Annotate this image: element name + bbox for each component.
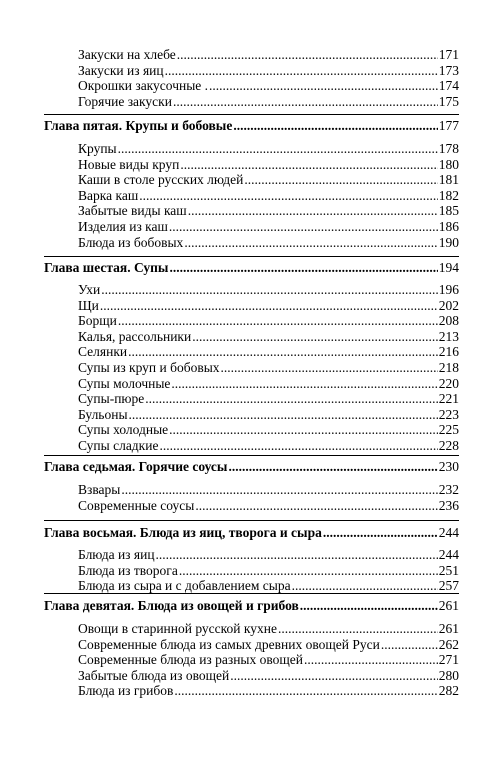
toc-entry-page-number: 282 bbox=[438, 683, 459, 699]
dot-leader bbox=[156, 547, 438, 563]
chapter-heading-title: Глава пятая. Крупы и бобовые bbox=[44, 118, 233, 133]
toc-entry-title: Взвары bbox=[78, 482, 121, 497]
dot-leader bbox=[300, 598, 438, 614]
toc-entry-page-number: 261 bbox=[438, 621, 459, 636]
toc-entry bbox=[78, 621, 459, 637]
dot-leader bbox=[179, 563, 438, 579]
toc-entry bbox=[78, 219, 459, 235]
dot-leader bbox=[121, 482, 437, 498]
toc-entry-page-number: 236 bbox=[438, 497, 459, 513]
toc-entry bbox=[78, 578, 459, 594]
chapter-heading-title: Глава восьмая. Блюда из яиц, творога и сыра bbox=[44, 525, 322, 540]
toc-entry-title: Супы-пюре bbox=[78, 391, 145, 407]
toc-entry-title: Варка каш bbox=[78, 187, 139, 203]
toc-entry bbox=[78, 668, 459, 684]
toc-entry-page-number: 220 bbox=[438, 375, 459, 391]
toc-entry bbox=[78, 329, 459, 345]
chapter-heading-page-number: 230 bbox=[438, 459, 459, 474]
toc-entry-page-number: 202 bbox=[438, 297, 459, 313]
dot-leader bbox=[129, 407, 438, 423]
dot-leader bbox=[169, 422, 438, 438]
toc-entry-page-number: 218 bbox=[438, 360, 459, 375]
toc-entry-title: Супы молочные bbox=[78, 375, 171, 391]
toc-entry-page-number: 208 bbox=[438, 313, 459, 329]
section-divider bbox=[44, 455, 459, 456]
section-divider bbox=[44, 114, 459, 115]
dot-leader bbox=[323, 525, 438, 541]
dot-leader bbox=[169, 219, 438, 235]
section-divider bbox=[44, 520, 459, 521]
toc-entry bbox=[78, 683, 459, 699]
dot-leader bbox=[180, 157, 437, 173]
toc-entry-title: Каши в столе русских людей bbox=[78, 172, 244, 188]
toc-entry-page-number: 196 bbox=[438, 282, 459, 297]
toc-entry-title: Забытые виды каш bbox=[78, 203, 187, 219]
dot-leader bbox=[101, 282, 438, 298]
toc-entry-page-number: 251 bbox=[438, 562, 459, 578]
dot-leader bbox=[139, 188, 438, 204]
toc-entry bbox=[78, 63, 459, 79]
chapter-heading bbox=[44, 459, 459, 475]
dot-leader bbox=[173, 94, 438, 110]
toc-entry bbox=[78, 637, 459, 653]
toc-entry bbox=[78, 391, 459, 407]
toc-entry-page-number: 180 bbox=[438, 156, 459, 172]
chapter-heading bbox=[44, 260, 459, 276]
toc-entry-page-number: 185 bbox=[438, 203, 459, 219]
dot-leader bbox=[244, 172, 437, 188]
chapter-heading bbox=[44, 598, 459, 614]
dot-leader bbox=[278, 621, 438, 637]
dot-leader bbox=[230, 668, 437, 684]
chapter-heading bbox=[44, 525, 459, 541]
dot-leader bbox=[292, 578, 438, 594]
toc-entry-title: Современные блюда из разных овощей bbox=[78, 652, 304, 668]
toc-entry bbox=[78, 188, 459, 204]
toc-entry bbox=[78, 203, 459, 219]
toc-entry-title: Новые виды круп bbox=[78, 156, 180, 172]
section-divider bbox=[44, 256, 459, 257]
toc-entry-page-number: 173 bbox=[438, 62, 459, 78]
toc-entry-page-number: 216 bbox=[438, 344, 459, 360]
dot-leader bbox=[165, 63, 438, 79]
toc-entry-page-number: 181 bbox=[438, 172, 459, 188]
toc-entry bbox=[78, 141, 459, 157]
toc-entry-page-number: 178 bbox=[438, 141, 459, 156]
toc-entry-title: Селянки bbox=[78, 344, 128, 360]
dot-leader bbox=[184, 235, 437, 251]
toc-entry-title: Блюда из бобовых bbox=[78, 234, 184, 250]
chapter-heading bbox=[44, 118, 459, 134]
toc-entry bbox=[78, 313, 459, 329]
dot-leader bbox=[169, 260, 437, 276]
toc-entry-page-number: 171 bbox=[438, 47, 459, 62]
dot-leader bbox=[188, 203, 438, 219]
toc-entry-page-number: 186 bbox=[438, 219, 459, 234]
toc-entry bbox=[78, 547, 459, 563]
toc-entry bbox=[78, 360, 459, 376]
toc-entry bbox=[78, 482, 459, 498]
dot-leader bbox=[118, 313, 438, 329]
toc-entry-page-number: 228 bbox=[438, 438, 459, 453]
toc-entry bbox=[78, 298, 459, 314]
dot-leader bbox=[177, 47, 438, 63]
toc-entry bbox=[78, 157, 459, 173]
toc-entry bbox=[78, 407, 459, 423]
dot-leader bbox=[195, 498, 437, 514]
toc-entry bbox=[78, 376, 459, 392]
toc-entry-page-number: 257 bbox=[438, 578, 459, 594]
toc-entry-page-number: 223 bbox=[438, 406, 459, 422]
chapter-heading-page-number: 261 bbox=[438, 598, 459, 613]
toc-entry-title: Забытые блюда из овощей bbox=[78, 667, 230, 683]
chapter-heading-page-number: 244 bbox=[438, 525, 459, 540]
toc-entry bbox=[78, 94, 459, 110]
toc-entry-title: Супы холодные bbox=[78, 422, 169, 438]
dot-leader bbox=[221, 360, 438, 376]
dot-leader bbox=[192, 329, 438, 345]
toc-entry-page-number: 174 bbox=[438, 78, 459, 94]
toc-entry-page-number: 182 bbox=[438, 187, 459, 203]
toc-entry bbox=[78, 422, 459, 438]
toc-entry bbox=[78, 563, 459, 579]
dot-leader bbox=[171, 376, 437, 392]
toc-entry bbox=[78, 172, 459, 188]
toc-entry-title: Борщи bbox=[78, 313, 117, 329]
toc-entry-page-number: 225 bbox=[438, 422, 459, 438]
chapter-heading-title: Глава шестая. Супы bbox=[44, 260, 169, 275]
dot-leader bbox=[228, 459, 437, 475]
toc-entry-title: Супы сладкие bbox=[78, 438, 159, 453]
toc-entry bbox=[78, 438, 459, 454]
toc-entry-title: Блюда из яиц bbox=[78, 547, 155, 562]
toc-entry-page-number: 190 bbox=[438, 234, 459, 250]
toc-entry-page-number: 262 bbox=[438, 636, 459, 652]
toc-entry-title: Закуски на хлебе bbox=[78, 47, 176, 62]
chapter-heading-page-number: 177 bbox=[438, 118, 459, 133]
toc-entry-title: Современные соусы bbox=[78, 497, 195, 513]
chapter-heading-title: Глава девятая. Блюда из овощей и грибов bbox=[44, 598, 299, 613]
dot-leader bbox=[304, 652, 438, 668]
toc-entry-title: Ухи bbox=[78, 282, 101, 297]
toc-entry-title: Современные блюда из самых древних овощей Руси bbox=[78, 636, 380, 652]
toc-entry-title: Крупы bbox=[78, 141, 117, 156]
toc-entry-title: Окрошки закусочные . bbox=[78, 78, 209, 94]
toc-entry bbox=[78, 47, 459, 63]
toc-entry-title: Изделия из каш bbox=[78, 219, 168, 234]
toc-entry bbox=[78, 282, 459, 298]
dot-leader bbox=[100, 298, 438, 314]
dot-leader bbox=[118, 141, 438, 157]
toc-entry bbox=[78, 235, 459, 251]
toc-entry-page-number: 213 bbox=[438, 328, 459, 344]
toc-entry-title: Горячие закуски bbox=[78, 93, 172, 109]
toc-entry bbox=[78, 78, 459, 94]
toc-entry-title: Блюда из грибов bbox=[78, 683, 174, 699]
chapter-heading-page-number: 194 bbox=[438, 260, 459, 275]
toc-entry-title: Овощи в старинной русской кухне bbox=[78, 621, 277, 636]
section-divider bbox=[44, 593, 459, 594]
dot-leader bbox=[128, 344, 438, 360]
toc-entry-page-number: 221 bbox=[438, 391, 459, 407]
toc-entry-title: Калья, рассольники bbox=[78, 328, 192, 344]
dot-leader bbox=[381, 637, 438, 653]
toc-entry-title: Блюда из сыра и с добавлением сыра bbox=[78, 578, 291, 594]
toc-entry-title: Щи bbox=[78, 297, 99, 313]
toc-entry-page-number: 244 bbox=[438, 547, 459, 562]
toc-entry bbox=[78, 344, 459, 360]
toc-entry-title: Супы из круп и бобовых bbox=[78, 360, 220, 375]
toc-entry bbox=[78, 498, 459, 514]
toc-entry-page-number: 271 bbox=[438, 652, 459, 668]
toc-entry-page-number: 232 bbox=[438, 482, 459, 497]
dot-leader bbox=[145, 391, 437, 407]
toc-entry-page-number: 280 bbox=[438, 667, 459, 683]
toc-entry bbox=[78, 652, 459, 668]
dot-leader bbox=[209, 78, 438, 94]
dot-leader bbox=[159, 438, 437, 454]
dot-leader bbox=[174, 683, 437, 699]
dot-leader bbox=[233, 118, 437, 134]
toc-entry-title: Бульоны bbox=[78, 406, 128, 422]
chapter-heading-title: Глава седьмая. Горячие соусы bbox=[44, 459, 228, 474]
toc-entry-page-number: 175 bbox=[438, 93, 459, 109]
toc-entry-title: Закуски из яиц bbox=[78, 62, 164, 78]
toc-entry-title: Блюда из творога bbox=[78, 562, 178, 578]
